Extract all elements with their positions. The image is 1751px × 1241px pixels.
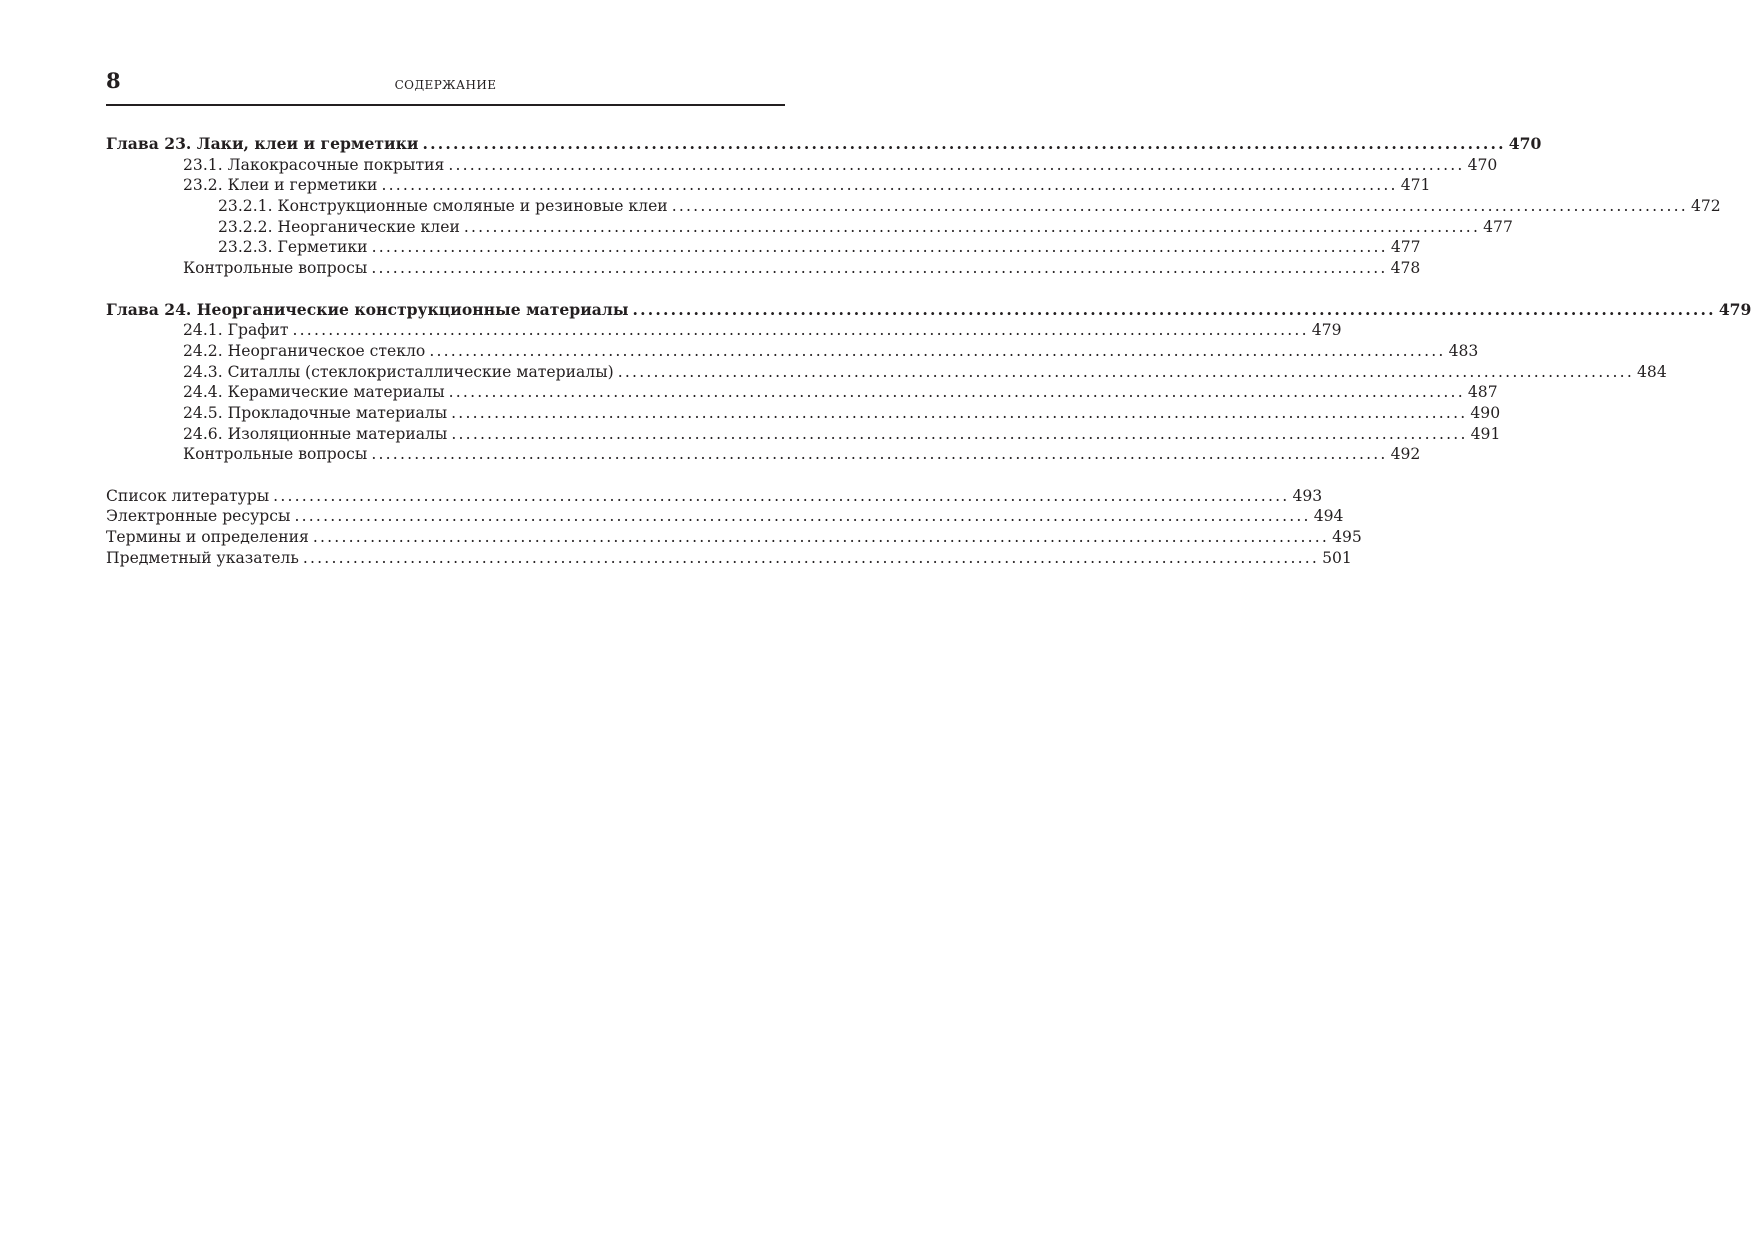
toc-entry-title: Предметный указатель <box>106 548 299 567</box>
toc-entry-page: 484 <box>1636 362 1667 381</box>
toc-entry <box>106 548 1352 569</box>
toc-chapter-heading <box>106 134 1542 155</box>
toc-entry-page: 479 <box>1311 321 1342 340</box>
toc-entry-page: 479 <box>1718 299 1751 319</box>
toc-entry-title: 23.2.3. Герметики <box>218 238 368 257</box>
toc-entry <box>106 341 1479 362</box>
toc-dot-leader: .............................................................................................................................................. <box>451 424 1468 443</box>
page-header <box>106 66 785 106</box>
toc-dot-leader: .............................................................................................................................................. <box>381 176 1398 195</box>
toc-entry-page: 470 <box>1467 155 1498 174</box>
toc-dot-leader: .............................................................................................................................................. <box>448 155 1465 174</box>
toc-entry-title: 24.2. Неорганическое стекло <box>183 341 426 360</box>
toc-entry-title: 24.5. Прокладочные материалы <box>183 403 448 422</box>
toc-entry-title: Контрольные вопросы <box>183 259 368 278</box>
toc-dot-leader: .............................................................................................................................................. <box>292 321 1309 340</box>
toc-entry <box>106 362 1667 383</box>
toc-entry-title: Электронные ресурсы <box>106 507 291 526</box>
toc-entry <box>106 217 1513 238</box>
toc-entry-title: Глава 23. Лаки, клеи и герметики <box>106 134 419 153</box>
toc-entry-page: 501 <box>1322 548 1352 567</box>
toc-entry <box>106 196 1721 217</box>
toc-back-matter <box>106 486 1362 569</box>
toc-dot-leader: .............................................................................................................................................. <box>371 445 1388 464</box>
toc-dot-leader: .............................................................................................................................................. <box>371 238 1388 257</box>
toc-dot-leader: .............................................................................................................................................. <box>302 548 1320 567</box>
toc-entry-title: 24.1. Графит <box>183 321 289 340</box>
toc-entry-title: Список литературы <box>106 486 270 505</box>
toc-entry-title: Контрольные вопросы <box>183 445 368 464</box>
toc-chapter-heading <box>106 299 1751 321</box>
toc-dot-leader: .............................................................................................................................................. <box>448 383 1465 402</box>
toc-dot-leader: .............................................................................................................................................. <box>632 299 1716 319</box>
toc-dot-leader: .............................................................................................................................................. <box>451 403 1468 422</box>
running-title: СОДЕРЖАНИЕ <box>394 78 497 92</box>
toc-entry <box>106 527 1362 548</box>
toc-entry <box>106 444 1421 465</box>
toc-entry-page: 472 <box>1690 197 1721 216</box>
toc-entry-title: 24.4. Керамические материалы <box>183 383 445 402</box>
toc-chapter-24 <box>106 299 1751 466</box>
toc-entry-page: 492 <box>1390 445 1421 464</box>
toc-entry <box>106 382 1498 403</box>
toc-dot-leader: .............................................................................................................................................. <box>429 341 1446 360</box>
toc-dot-leader: .............................................................................................................................................. <box>422 134 1506 153</box>
toc-entry-page: 477 <box>1390 238 1421 257</box>
toc-entry-page: 477 <box>1483 217 1513 236</box>
toc-entry-title: 23.2.2. Неорганические клеи <box>218 217 460 236</box>
toc-entry <box>106 403 1501 424</box>
toc-entry <box>106 258 1421 279</box>
toc-dot-leader: .............................................................................................................................................. <box>463 217 1481 236</box>
toc-entry-page: 487 <box>1467 383 1498 402</box>
toc-entry-title: 23.1. Лакокрасочные покрытия <box>183 155 445 174</box>
toc-entry-page: 491 <box>1470 424 1501 443</box>
toc-entry <box>106 506 1344 527</box>
toc-entry-page: 470 <box>1508 134 1542 153</box>
toc-dot-leader: .............................................................................................................................................. <box>371 259 1388 278</box>
toc-entry-title: 24.3. Ситаллы (стеклокристаллические материалы) <box>183 362 614 381</box>
toc-entry-page: 493 <box>1292 486 1323 505</box>
toc-entry-page: 495 <box>1332 528 1362 547</box>
toc-entry-page: 471 <box>1400 176 1431 195</box>
toc-entry-title: Глава 24. Неорганические конструкционные материалы <box>106 299 629 319</box>
toc-entry <box>106 175 1431 196</box>
toc-entry-title: 24.6. Изоляционные материалы <box>183 424 448 443</box>
toc-entry <box>106 320 1342 341</box>
toc-entry <box>106 486 1323 507</box>
toc-entry <box>106 155 1498 176</box>
toc-entry-title: Термины и определения <box>106 528 309 547</box>
toc-entry-page: 494 <box>1313 507 1344 526</box>
toc-entry <box>106 237 1421 258</box>
toc-entry-title: 23.2. Клеи и герметики <box>183 176 378 195</box>
toc-entry-page: 478 <box>1390 259 1421 278</box>
toc-dot-leader: .............................................................................................................................................. <box>312 528 1330 547</box>
toc-dot-leader: .............................................................................................................................................. <box>273 486 1290 505</box>
toc-dot-leader: .............................................................................................................................................. <box>671 197 1688 216</box>
toc-entry-page: 483 <box>1448 341 1479 360</box>
toc-entry <box>106 424 1501 445</box>
toc-entry-page: 490 <box>1470 403 1501 422</box>
toc-dot-leader: .............................................................................................................................................. <box>294 507 1311 526</box>
toc-chapter-23 <box>106 134 1721 279</box>
toc-dot-leader: .............................................................................................................................................. <box>617 362 1634 381</box>
table-of-contents <box>106 134 1751 589</box>
toc-entry-title: 23.2.1. Конструкционные смоляные и резиновые клеи <box>218 197 668 216</box>
page-number: 8 <box>106 68 121 93</box>
